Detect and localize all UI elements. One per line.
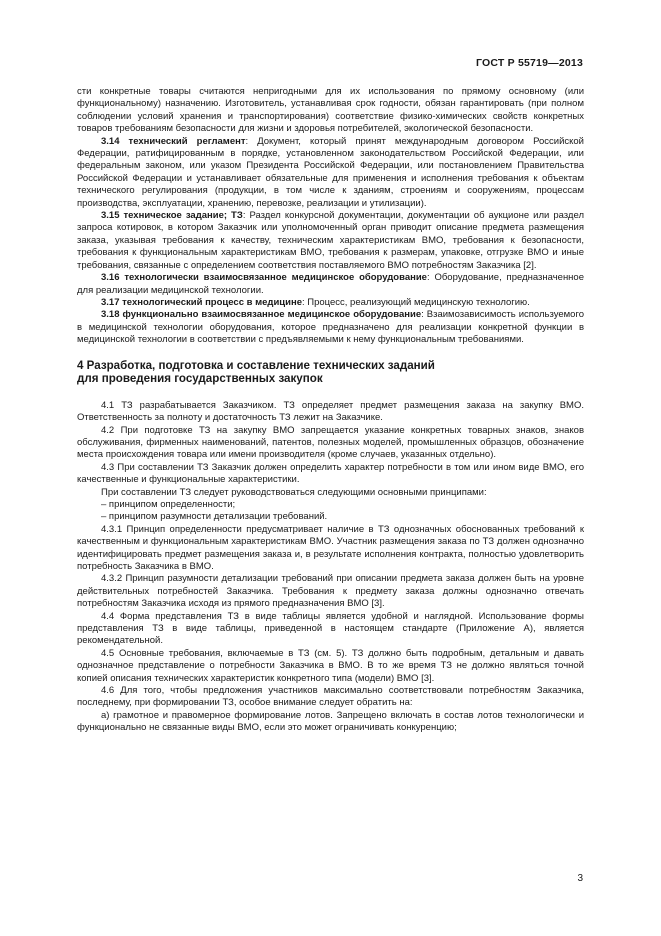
paragraph-4-5: 4.5 Основные требования, включаемые в ТЗ (см. 5). ТЗ должно быть подробным, детальным и давать однозначное представление о потребности Заказчика в ВМО. В то же время ТЗ не должно являться точной копией описания технических характеристик конкретного типа (модели) ВМО [3]. xyxy=(77,647,584,684)
paragraph-4-4: 4.4 Форма представления ТЗ в виде таблицы является удобной и наглядной. Использование формы представления ТЗ в виде таблицы, приведенной в настоящем стандарте (Приложение А), является рекомендательной. xyxy=(77,610,584,647)
definition-text-3-18: : Взаимозависимость используемого в медицинской технологии оборудования, которое предназначено для реализации конкретной функции в медицинской технологии в соответствии с предъявляемыми к нему функциональным требованиями. xyxy=(77,309,585,346)
paragraph-4-2: 4.2 При подготовке ТЗ на закупку ВМО запрещается указание конкретных товарных знаков, знаков обслуживания, фирменных наименований, патентов, полезных моделей, промышленных образцов, обозначение места происхождения товара или имени производителя (кроме случаев, указанных отдельно). xyxy=(77,424,584,461)
paragraph-4-6: 4.6 Для того, чтобы предложения участников максимально соответствовали потребностям Заказчика, последнему, при формировании ТЗ, особое внимание следует обратить на: xyxy=(77,685,584,709)
section-4-heading-line2: для проведения государственных закупок xyxy=(77,372,323,386)
definition-3-15 xyxy=(77,210,584,272)
list-item-principle-2: – принципом разумности детализации требований. xyxy=(101,511,328,523)
paragraph-4-3-principles: При составлении ТЗ следует руководствоваться следующими основными принципами: xyxy=(101,486,487,498)
paragraph-4-3: 4.3 При составлении ТЗ Заказчик должен определить характер потребности в том или ином виде ВМО, его качественные и функциональные характеристики. xyxy=(77,461,584,486)
definition-text-3-16: : Оборудование, предназначенное для реализации медицинской технологии. xyxy=(77,272,584,296)
paragraph-continuation: сти конкретные товары считаются непригодными для их использования по прямому основному (или функциональному) назначению. Изготовитель, устанавливая срок годности, обязан гарантировать (при полном соблюдении условий хранения и транспортирования) соответствие физико-химических свойств конкретных товаров требованиям безопасности для жизни и здоровья потребителей, экологической безопасности. xyxy=(77,86,584,135)
definition-3-17 xyxy=(77,297,584,309)
page-number: 3 xyxy=(577,873,583,884)
section-4-heading xyxy=(77,359,584,386)
paragraph-4-1: 4.1 ТЗ разрабатывается Заказчиком. ТЗ определяет предмет размещения заказа на закупку ВМО. Ответственность за полноту и достаточность ТЗ лежит на Заказчике. xyxy=(77,399,584,424)
definition-text-3-14: : Документ, который принят международным договором Российской Федерации, ратифицированным в порядке, установленном законодательством Российской Федерации, или федеральным законом, или указом Президента Российской Федерации, или постановлением Правительства Российской Федерации и устанавливает обязательные для применения и исполнения требования к объектам технического регулирования (продукции, в том числе к зданиям, строениям и сооружениям, процессам производства, эксплуатации, хранению, перевозке, реализации и утилизации). xyxy=(77,135,584,209)
definition-text-3-15: : Раздел конкурсной документации, документации об аукционе или раздел запроса котировок, в котором Заказчик или уполномоченный орган приводит описание предмета размещения заказа, указывая требования к качеству, техническим характеристикам ВМО, требования к безопасности, требования к функциональным характеристикам ВМО, требования к размерам, упаковке, отгрузке ВМО и иные требования, связанные с определением соответствия поставляемого ВМО потребностям Заказчика [2]. xyxy=(77,210,584,271)
paragraph-4-3-2: 4.3.2 Принцип разумности детализации требований при описании предмета заказа должен быть на уровне действительных потребностей Заказчика. Требования к предмету заказа должны однозначно отвечать потребностям Заказчика исходя из прямого предназначения ВМО [3]. xyxy=(77,573,584,610)
definition-3-14 xyxy=(77,136,584,210)
term-3-17: 3.17 технологический процесс в медицине xyxy=(101,296,302,308)
document-body xyxy=(77,86,584,735)
definition-3-16 xyxy=(77,272,584,297)
definition-3-18 xyxy=(77,309,584,346)
document-id-header: ГОСТ Р 55719—2013 xyxy=(475,57,583,69)
list-item-principle-1: – принципом определенности; xyxy=(101,498,236,510)
paragraph-4-6-a: а) грамотное и правомерное формирование лотов. Запрещено включать в состав лотов технологически и функционально не связанные виды ВМО, если это может ограничивать конкуренцию; xyxy=(77,709,584,734)
term-3-18: 3.18 функционально взаимосвязанное медицинское оборудование xyxy=(101,309,422,321)
section-4-heading-line1: 4 Разработка, подготовка и составление технических заданий xyxy=(77,358,435,372)
term-3-15: 3.15 техническое задание; ТЗ xyxy=(101,210,243,222)
paragraph-4-3-1: 4.3.1 Принцип определенности предусматривает наличие в ТЗ однозначных обоснованных требований к качественным и функциональным характеристикам ВМО. Участник размещения заказа по ТЗ должен однозначно идентифицировать предмет размещения заказа и, в результате исполнения контракта, полностью удовлетворить потребность Заказчика в ВМО. xyxy=(77,523,584,572)
term-3-14: 3.14 технический регламент xyxy=(101,135,246,147)
term-3-16: 3.16 технологически взаимосвязанное медицинское оборудование xyxy=(101,272,427,284)
definition-text-3-17: : Процесс, реализующий медицинскую технологию. xyxy=(301,296,530,308)
